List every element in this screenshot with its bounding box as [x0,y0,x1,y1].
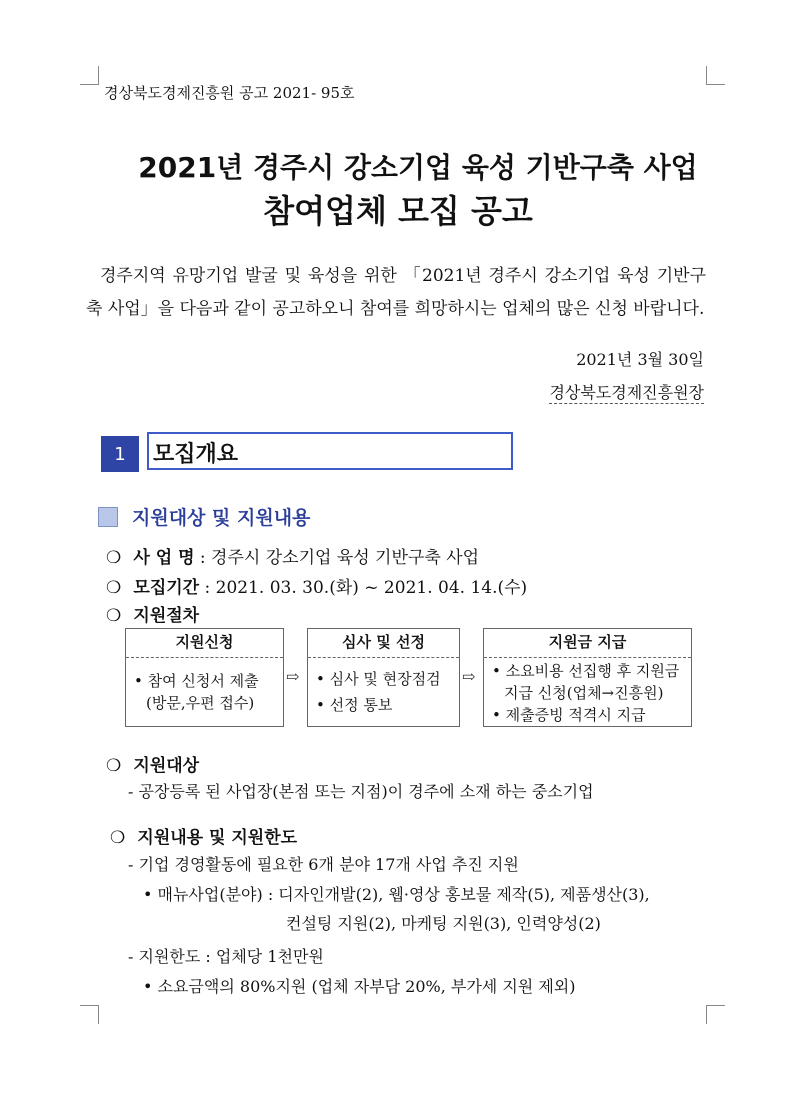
circle-bullet-icon: ❍ [106,578,122,598]
circle-bullet-icon: ❍ [106,756,122,776]
project-name-line [106,543,479,568]
support-menu-line-2: 컨설팅 지원(2), 마케팅 지원(3), 인력양성(2) [286,914,601,933]
flow-step-review [307,628,460,727]
flow-step-text: • 소요비용 선집행 후 지원금 [492,662,680,680]
support-limit: - 지원한도 : 업체당 1천만원 [128,947,324,966]
notice-number: 경상북도경제진흥원 공고 2021- 95호 [104,84,355,102]
target-text: - 공장등록 된 사업장(본점 또는 지점)이 경주에 소재 하는 중소기업 [128,782,594,801]
period-value: : 2021. 03. 30.(화) ~ 2021. 04. 14.(수) [204,578,528,598]
circle-bullet-icon: ❍ [106,548,122,568]
issuer: 경상북도경제진흥원장 [549,380,704,404]
intro-paragraph: 경주지역 유망기업 발굴 및 육성을 위한 「2021년 경주시 강소기업 육성 기반구축 사업」을 다음과 같이 공고하오니 참여를 희망하시는 업체의 많은 신청 바랍니다. [86,266,706,319]
procedure-line [106,601,199,626]
title-line-1: 2021년 경주시 강소기업 육성 기반구축 사업 [138,151,698,184]
flow-step-apply [125,628,284,727]
page-corner-mark [80,1005,99,1024]
page-corner-mark [80,66,99,85]
flow-step-text: (방문,우편 접수) [146,694,255,712]
support-line-1: - 기업 경영활동에 필요한 6개 분야 17개 사업 추진 지원 [128,855,519,874]
period-line [106,573,527,598]
subsection-title: 지원대상 및 지원내용 [132,507,311,529]
arrow-right-icon: ⇨ [286,667,300,686]
circle-bullet-icon: ❍ [106,606,122,626]
title-line-2: 참여업체 모집 공고 [263,192,533,230]
page-corner-mark [706,1005,725,1024]
section-title: 모집개요 [147,432,513,470]
flow-step-text: • 선정 통보 [316,696,393,714]
period-label: 모집기간 [133,578,200,598]
support-heading [110,823,297,848]
flow-step-text: • 제출증빙 적격시 지급 [492,706,646,724]
notice-date: 2021년 3월 30일 [576,350,704,369]
arrow-right-icon: ⇨ [462,667,476,686]
project-value: : 경주시 강소기업 육성 기반구축 사업 [199,548,479,568]
flow-step-title: 심사 및 선정 [308,629,459,658]
support-menu-line-1: • 매뉴사업(분야) : 디자인개발(2), 웹·영상 홍보물 제작(5), 제품생산(3), [143,885,650,904]
flow-step-text: • 참여 신청서 제출 [134,672,259,690]
page-corner-mark [706,66,725,85]
flow-step-title: 지원금 지급 [484,629,691,658]
project-label: 사 업 명 [133,548,195,568]
procedure-label: 지원절차 [133,606,200,626]
section-number: 1 [101,436,139,472]
support-label: 지원내용 및 지원한도 [137,828,298,848]
target-label: 지원대상 [133,756,200,776]
flow-step-title: 지원신청 [126,629,283,658]
support-limit-detail: • 소요금액의 80%지원 (업체 자부담 20%, 부가세 지원 제외) [143,977,576,996]
target-heading [106,751,199,776]
flow-step-text: 지급 신청(업체→진흥원) [504,684,664,702]
square-bullet-icon [98,507,118,527]
flow-step-text: • 심사 및 현장점검 [316,670,441,688]
circle-bullet-icon: ❍ [110,828,126,848]
flow-step-payment [483,628,692,727]
